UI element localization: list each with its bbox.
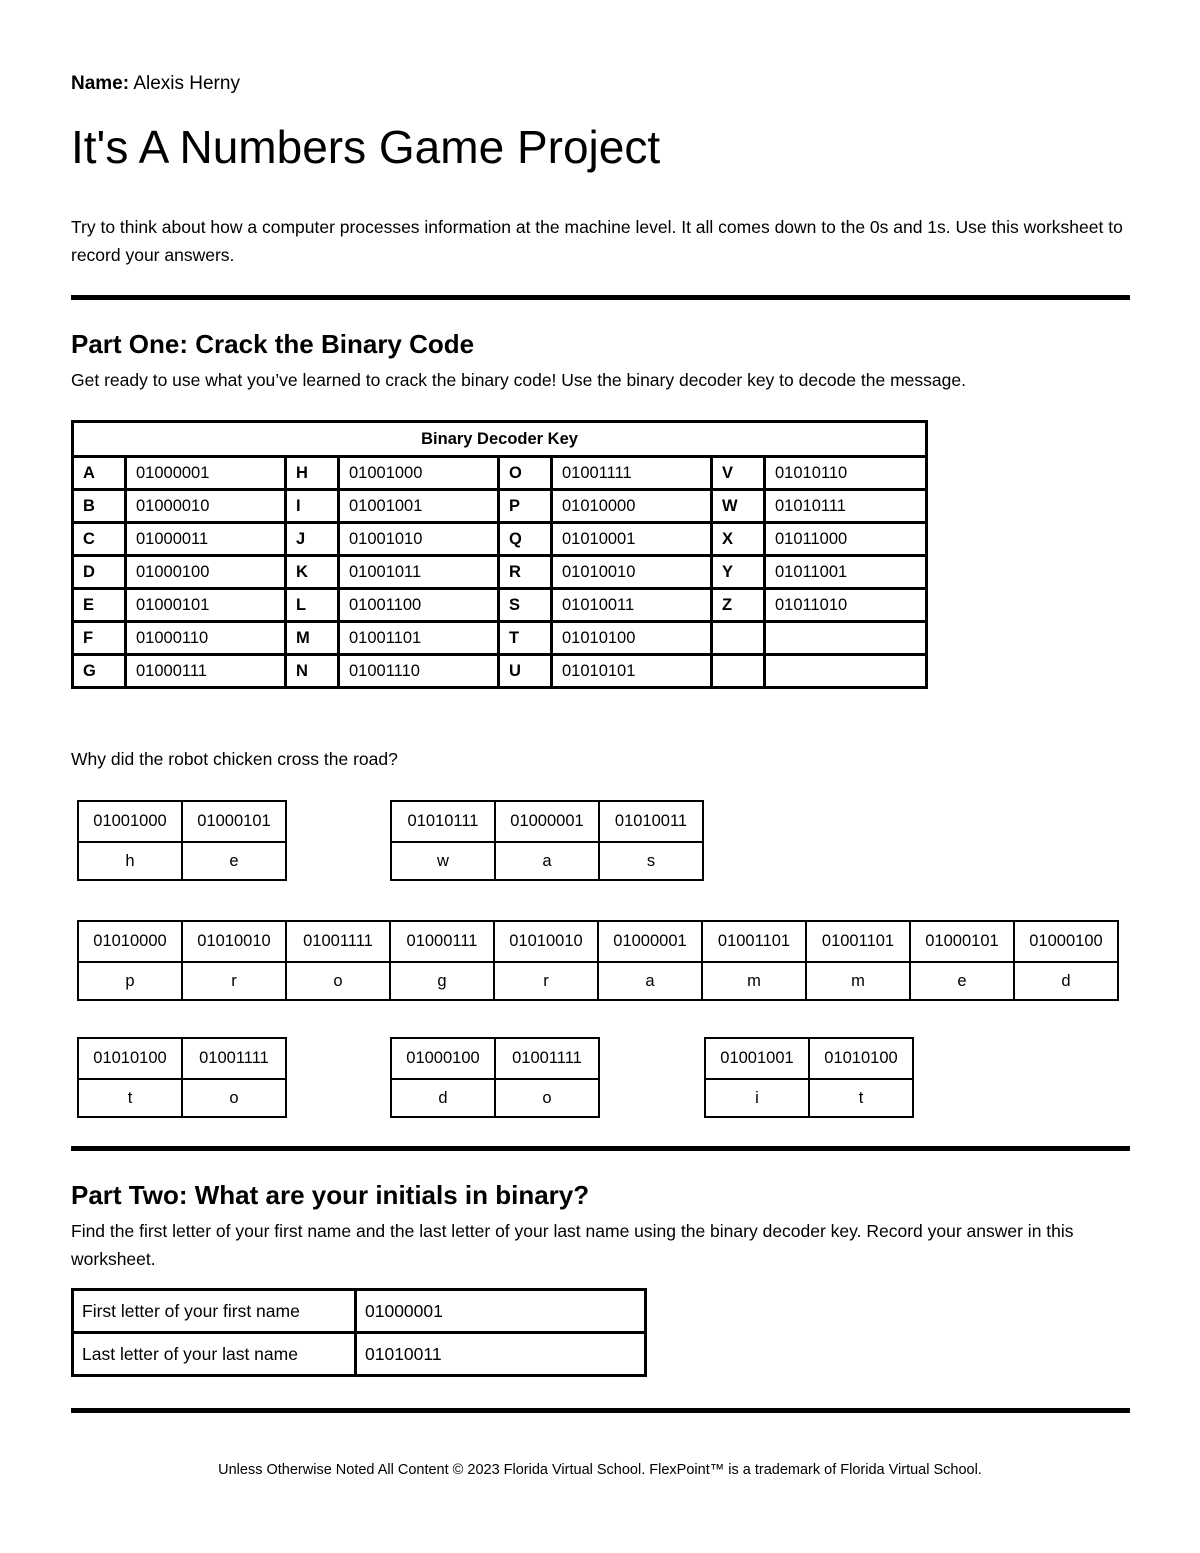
intro-text: Try to think about how a computer processes information at the machine level. It all comes down to the 0s and 1s. Use this worksheet to record your answers. xyxy=(71,217,1123,265)
decoded-letter-cell[interactable]: o xyxy=(496,1080,600,1118)
key-code: 01001011 xyxy=(339,556,499,589)
initials-label: First letter of your first name xyxy=(73,1290,356,1333)
key-letter: O xyxy=(499,457,552,490)
decoded-letter-cell[interactable]: h xyxy=(79,843,183,881)
decoded-word-table xyxy=(704,1037,914,1118)
initials-label: Last letter of your last name xyxy=(73,1333,356,1376)
key-letter: Q xyxy=(499,523,552,556)
binary-code-cell: 01000001 xyxy=(496,802,600,843)
decoded-word-table xyxy=(77,920,1119,1001)
decoded-letter-cell[interactable]: r xyxy=(183,963,287,1001)
table-row xyxy=(73,1333,646,1376)
divider xyxy=(71,295,1130,300)
key-code: 01001101 xyxy=(339,622,499,655)
binary-code-cell: 01001111 xyxy=(287,922,391,963)
key-letter: M xyxy=(286,622,339,655)
table-row xyxy=(73,457,927,490)
key-letter: A xyxy=(73,457,126,490)
decoded-letter-cell[interactable]: e xyxy=(183,843,287,881)
part-one-title: Part One: Crack the Binary Code xyxy=(71,329,475,359)
binary-code-cell: 01010100 xyxy=(810,1039,914,1080)
key-code: 01001001 xyxy=(339,490,499,523)
key-letter: C xyxy=(73,523,126,556)
decoded-letter-cell[interactable]: s xyxy=(600,843,704,881)
key-code: 01001110 xyxy=(339,655,499,688)
decoded-letter-cell[interactable]: g xyxy=(391,963,495,1001)
key-letter: J xyxy=(286,523,339,556)
binary-code-cell: 01010011 xyxy=(600,802,704,843)
divider xyxy=(71,1146,1130,1151)
key-letter: U xyxy=(499,655,552,688)
decoded-word-table xyxy=(390,800,704,881)
binary-code-cell: 01010111 xyxy=(392,802,496,843)
binary-code-cell: 01001001 xyxy=(706,1039,810,1080)
initials-value[interactable]: 01010011 xyxy=(356,1333,646,1376)
key-letter xyxy=(712,622,765,655)
decoded-letter-cell[interactable]: e xyxy=(911,963,1015,1001)
initials-value[interactable]: 01000001 xyxy=(356,1290,646,1333)
binary-code-cell: 01001111 xyxy=(496,1039,600,1080)
table-row xyxy=(73,490,927,523)
page-title: It's A Numbers Game Project xyxy=(71,121,661,173)
decoded-letter-cell[interactable]: i xyxy=(706,1080,810,1118)
key-letter: N xyxy=(286,655,339,688)
name-value: Alexis Herny xyxy=(133,73,240,94)
key-code: 01001010 xyxy=(339,523,499,556)
decoded-letter-cell[interactable]: p xyxy=(79,963,183,1001)
key-letter: V xyxy=(712,457,765,490)
key-code: 01000010 xyxy=(126,490,286,523)
decoded-letter-cell[interactable]: o xyxy=(287,963,391,1001)
decoded-letter-cell[interactable]: o xyxy=(183,1080,287,1118)
key-letter: W xyxy=(712,490,765,523)
key-letter: Y xyxy=(712,556,765,589)
key-code: 01001000 xyxy=(339,457,499,490)
key-code xyxy=(765,622,927,655)
decoded-letter-cell[interactable]: m xyxy=(807,963,911,1001)
key-code: 01000111 xyxy=(126,655,286,688)
key-code: 01010001 xyxy=(552,523,712,556)
binary-code-cell: 01000111 xyxy=(391,922,495,963)
key-code xyxy=(765,655,927,688)
table-row xyxy=(73,1290,646,1333)
decoded-letter-cell[interactable]: a xyxy=(496,843,600,881)
key-letter: P xyxy=(499,490,552,523)
key-code: 01010100 xyxy=(552,622,712,655)
binary-code-cell: 01001000 xyxy=(79,802,183,843)
key-code: 01011010 xyxy=(765,589,927,622)
binary-code-cell: 01010100 xyxy=(79,1039,183,1080)
table-row xyxy=(73,622,927,655)
decoder-key-title: Binary Decoder Key xyxy=(73,422,927,457)
key-letter: T xyxy=(499,622,552,655)
key-letter: K xyxy=(286,556,339,589)
key-code: 01010011 xyxy=(552,589,712,622)
key-letter: H xyxy=(286,457,339,490)
table-row xyxy=(73,589,927,622)
key-letter: X xyxy=(712,523,765,556)
key-letter: G xyxy=(73,655,126,688)
decoded-letter-cell[interactable]: t xyxy=(810,1080,914,1118)
key-code: 01001111 xyxy=(552,457,712,490)
key-code: 01010110 xyxy=(765,457,927,490)
name-label: Name: xyxy=(71,73,130,94)
table-row xyxy=(73,523,927,556)
decoded-word-table xyxy=(77,1037,287,1118)
key-letter: I xyxy=(286,490,339,523)
key-code: 01010010 xyxy=(552,556,712,589)
riddle-question: Why did the robot chicken cross the road? xyxy=(71,749,398,769)
key-letter: B xyxy=(73,490,126,523)
table-row xyxy=(73,655,927,688)
binary-code-cell: 01000101 xyxy=(183,802,287,843)
key-letter: Z xyxy=(712,589,765,622)
key-letter: L xyxy=(286,589,339,622)
decoded-letter-cell[interactable]: d xyxy=(392,1080,496,1118)
key-letter: F xyxy=(73,622,126,655)
key-letter: E xyxy=(73,589,126,622)
part-two-title: Part Two: What are your initials in binary? xyxy=(71,1180,590,1210)
key-code: 01000001 xyxy=(126,457,286,490)
key-code: 01011001 xyxy=(765,556,927,589)
name-line xyxy=(71,73,240,95)
decoded-letter-cell[interactable]: d xyxy=(1015,963,1119,1001)
key-letter: S xyxy=(499,589,552,622)
part-one-instructions: Get ready to use what you’ve learned to crack the binary code! Use the binary decoder key to decode the message. xyxy=(71,370,966,390)
binary-code-cell: 01000101 xyxy=(911,922,1015,963)
binary-code-cell: 01001111 xyxy=(183,1039,287,1080)
binary-code-cell: 01000100 xyxy=(1015,922,1119,963)
key-code: 01001100 xyxy=(339,589,499,622)
key-code: 01000100 xyxy=(126,556,286,589)
key-letter: D xyxy=(73,556,126,589)
key-code: 01011000 xyxy=(765,523,927,556)
part-two-instructions: Find the first letter of your first name and the last letter of your last name using the binary decoder key. Record your answer in this worksheet. xyxy=(71,1221,1074,1269)
key-code: 01000101 xyxy=(126,589,286,622)
key-code: 01010101 xyxy=(552,655,712,688)
key-code: 01010111 xyxy=(765,490,927,523)
initials-table xyxy=(71,1288,647,1377)
binary-code-cell: 01000001 xyxy=(599,922,703,963)
decoded-letter-cell[interactable]: w xyxy=(392,843,496,881)
binary-decoder-key-table xyxy=(71,420,928,689)
binary-code-cell: 01000100 xyxy=(392,1039,496,1080)
binary-code-cell: 01001101 xyxy=(703,922,807,963)
decoded-word-table xyxy=(77,800,287,881)
decoded-letter-cell[interactable]: t xyxy=(79,1080,183,1118)
decoded-word-table xyxy=(390,1037,600,1118)
decoded-letter-cell[interactable]: r xyxy=(495,963,599,1001)
key-code: 01010000 xyxy=(552,490,712,523)
binary-code-cell: 01001101 xyxy=(807,922,911,963)
footer-copyright: Unless Otherwise Noted All Content © 2023 Florida Virtual School. FlexPoint™ is a trademark of Florida Virtual School. xyxy=(218,1462,982,1478)
table-row xyxy=(73,556,927,589)
divider xyxy=(71,1408,1130,1413)
key-letter: R xyxy=(499,556,552,589)
key-letter xyxy=(712,655,765,688)
binary-code-cell: 01010010 xyxy=(495,922,599,963)
binary-code-cell: 01010010 xyxy=(183,922,287,963)
key-code: 01000011 xyxy=(126,523,286,556)
key-code: 01000110 xyxy=(126,622,286,655)
decoded-letter-cell[interactable]: a xyxy=(599,963,703,1001)
decoded-letter-cell[interactable]: m xyxy=(703,963,807,1001)
binary-code-cell: 01010000 xyxy=(79,922,183,963)
